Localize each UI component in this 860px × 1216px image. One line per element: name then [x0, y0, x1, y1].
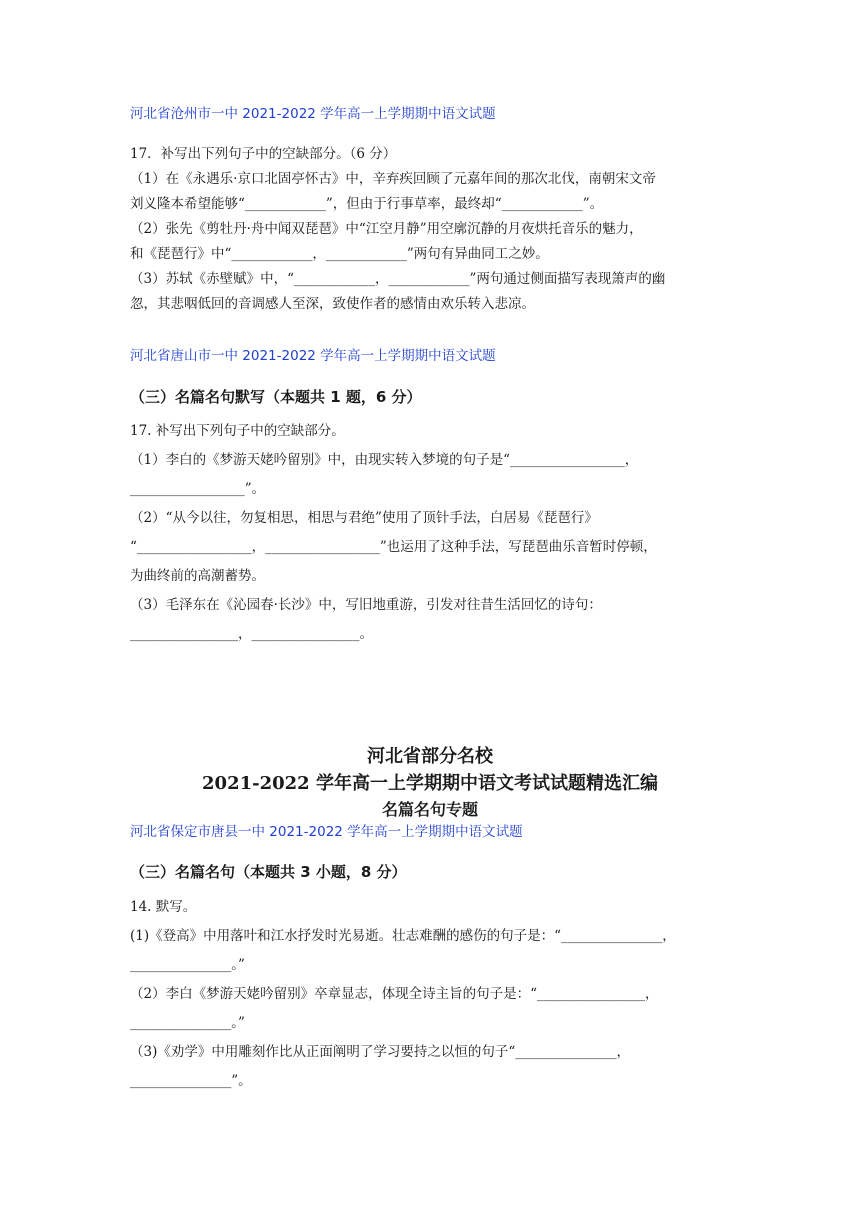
question-line: （2）“从今以往，勿复相思，相思与君绝”使用了顶针手法，白居易《琵琶行》	[130, 510, 598, 526]
section-heading-block	[130, 860, 730, 884]
question-line: 17. 补写出下列句子中的空缺部分。	[130, 423, 345, 439]
question-line: 17．补写出下列句子中的空缺部分。（6 分）	[130, 146, 397, 162]
question-line: （3）毛泽东在《沁园春·长沙》中，写旧地重游，引发对往昔生活回忆的诗句：	[130, 597, 602, 613]
source-label: 河北省沧州市一中 2021-2022 学年高一上学期期中语文试题	[130, 106, 496, 122]
section-heading-block	[130, 385, 730, 409]
question-line: 14. 默写。	[130, 899, 197, 915]
question-block	[130, 142, 730, 317]
question-line: （1）李白的《梦游天姥吟留别》中，由现实转入梦境的句子是“_________________，	[130, 452, 639, 468]
section-heading: （三）名篇名句（本题共 3 小题，8 分）	[130, 863, 407, 881]
question-line: （1）在《永遇乐·京口北固亭怀古》中，辛弃疾回顾了元嘉年间的那次北伐，南朝宋文帝	[130, 171, 656, 187]
question-line: _________________”。	[130, 481, 266, 497]
question-line: _______________”。	[130, 1073, 252, 1089]
question-line: （2）张先《剪牡丹·舟中闻双琵琶》中“江空月静”用空廓沉静的月夜烘托音乐的魅力，	[130, 221, 643, 237]
question-line: 刘义隆本希望能够“____________”，但由于行事草率，最终却“____________”。	[130, 196, 604, 212]
question-line: ________________，________________。	[130, 626, 373, 642]
question-line: 忽，其悲咽低回的音调感人至深，致使作者的感情由欢乐转入悲凉。	[130, 296, 535, 312]
section-heading: （三）名篇名句默写（本题共 1 题，6 分）	[130, 388, 422, 406]
question-line: （3）苏轼《赤壁赋》中，“____________，____________”两句通过侧面描写表现箫声的幽	[130, 271, 666, 287]
doc-title-line2: 2021-2022 学年高一上学期期中语文考试试题精选汇编	[202, 773, 658, 794]
doc-title-line1: 河北省部分名校	[367, 746, 493, 767]
doc-title-line3: 名篇名句专题	[381, 800, 478, 819]
question-line: 为曲终前的高潮蓄势。	[130, 568, 265, 584]
source-label: 河北省保定市唐县一中 2021-2022 学年高一上学期期中语文试题	[130, 824, 523, 840]
question-line: (1)《登高》中用落叶和江水抒发时光易逝。壮志难酬的感伤的句子是：“_______________，	[130, 928, 676, 944]
question-block	[130, 893, 730, 1096]
question-line: _______________。”	[130, 1015, 245, 1031]
section-baoding	[130, 822, 730, 842]
section-tangshan	[130, 346, 730, 366]
question-line: （2）李白《梦游天姥吟留别》卒章显志，体现全诗主旨的句子是：“________________，	[130, 986, 659, 1002]
question-line: _______________。”	[130, 957, 245, 973]
question-line: 和《琵琶行》中“____________，____________”两句有异曲同工之妙。	[130, 246, 549, 262]
question-block	[130, 417, 730, 649]
question-line: （3)《劝学》中用雕刻作比从正面阐明了学习要持之以恒的句子“_______________，	[130, 1044, 631, 1060]
question-line: “_________________，_________________”也运用了这种手法，写琵琶曲乐音暂时停顿，	[130, 539, 657, 555]
section-cangzhou	[130, 104, 730, 124]
source-label: 河北省唐山市一中 2021-2022 学年高一上学期期中语文试题	[130, 348, 496, 364]
